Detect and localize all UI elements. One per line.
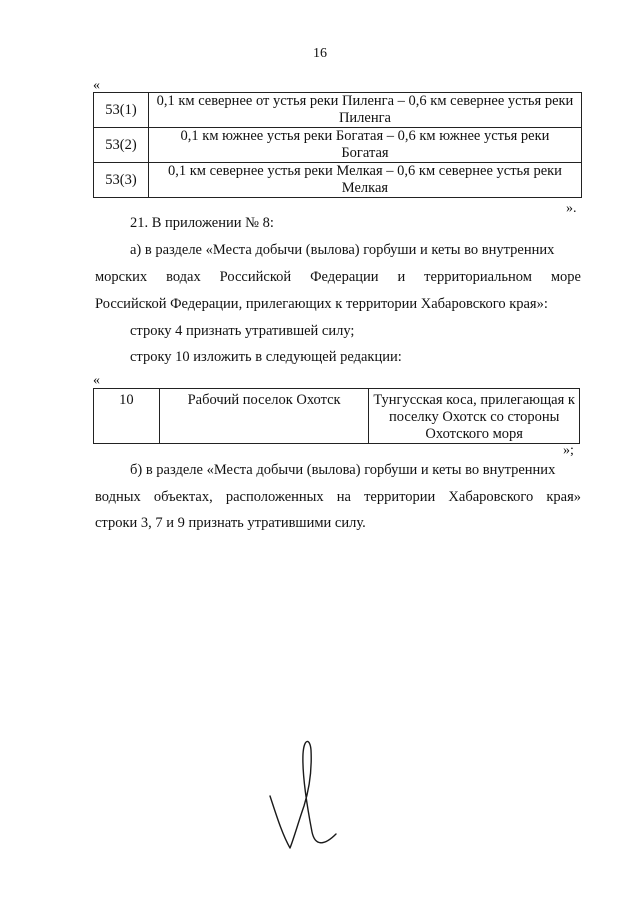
place-cell: Рабочий поселок Охотск <box>159 389 369 444</box>
item-21-heading: 21. В приложении № 8: <box>130 215 274 231</box>
handwritten-signature <box>262 734 342 854</box>
table-row <box>94 389 580 444</box>
row-4-instruction: строку 4 признать утратившей силу; <box>130 323 355 339</box>
row-number-cell: 53(3) <box>94 163 149 198</box>
table-open-quote: « <box>93 373 100 388</box>
row-number-cell: 10 <box>94 389 160 444</box>
amendment-table-1 <box>93 92 582 198</box>
table-close-quote: »; <box>563 443 574 458</box>
page-number: 16 <box>313 46 327 61</box>
row-number-cell: 53(2) <box>94 128 149 163</box>
area-cell: Тунгусская коса, прилегающая к поселку Охотск со стороны Охотского моря <box>369 389 580 444</box>
row-text-cell: 0,1 км южнее устья реки Богатая – 0,6 км южнее устья реки Богатая <box>148 128 581 163</box>
row-text-cell: 0,1 км севернее устья реки Мелкая – 0,6 км севернее устья реки Мелкая <box>148 163 581 198</box>
sub-b-line-1: б) в разделе «Места добычи (вылова) горбуши и кеты во внутренних <box>130 462 556 478</box>
table-row <box>94 93 582 128</box>
sub-a-line-3: Российской Федерации, прилегающих к территории Хабаровского края»: <box>95 296 548 312</box>
sub-b-line-3: строки 3, 7 и 9 признать утратившими силу. <box>95 515 366 531</box>
table-open-quote: « <box>93 78 100 93</box>
sub-a-line-1: а) в разделе «Места добычи (вылова) горбуши и кеты во внутренних <box>130 242 555 258</box>
row-10-instruction: строку 10 изложить в следующей редакции: <box>130 349 402 365</box>
amendment-table-2 <box>93 388 580 444</box>
table-close-quote: ». <box>566 201 577 216</box>
row-text-cell: 0,1 км севернее от устья реки Пиленга – 0,6 км севернее устья реки Пиленга <box>148 93 581 128</box>
sub-a-line-2: морских водах Российской Федерации и территориальном море <box>95 269 581 285</box>
table-row <box>94 128 582 163</box>
sub-b-line-2: водных объектах, расположенных на территории Хабаровского края» <box>95 489 581 505</box>
table-row <box>94 163 582 198</box>
row-number-cell: 53(1) <box>94 93 149 128</box>
